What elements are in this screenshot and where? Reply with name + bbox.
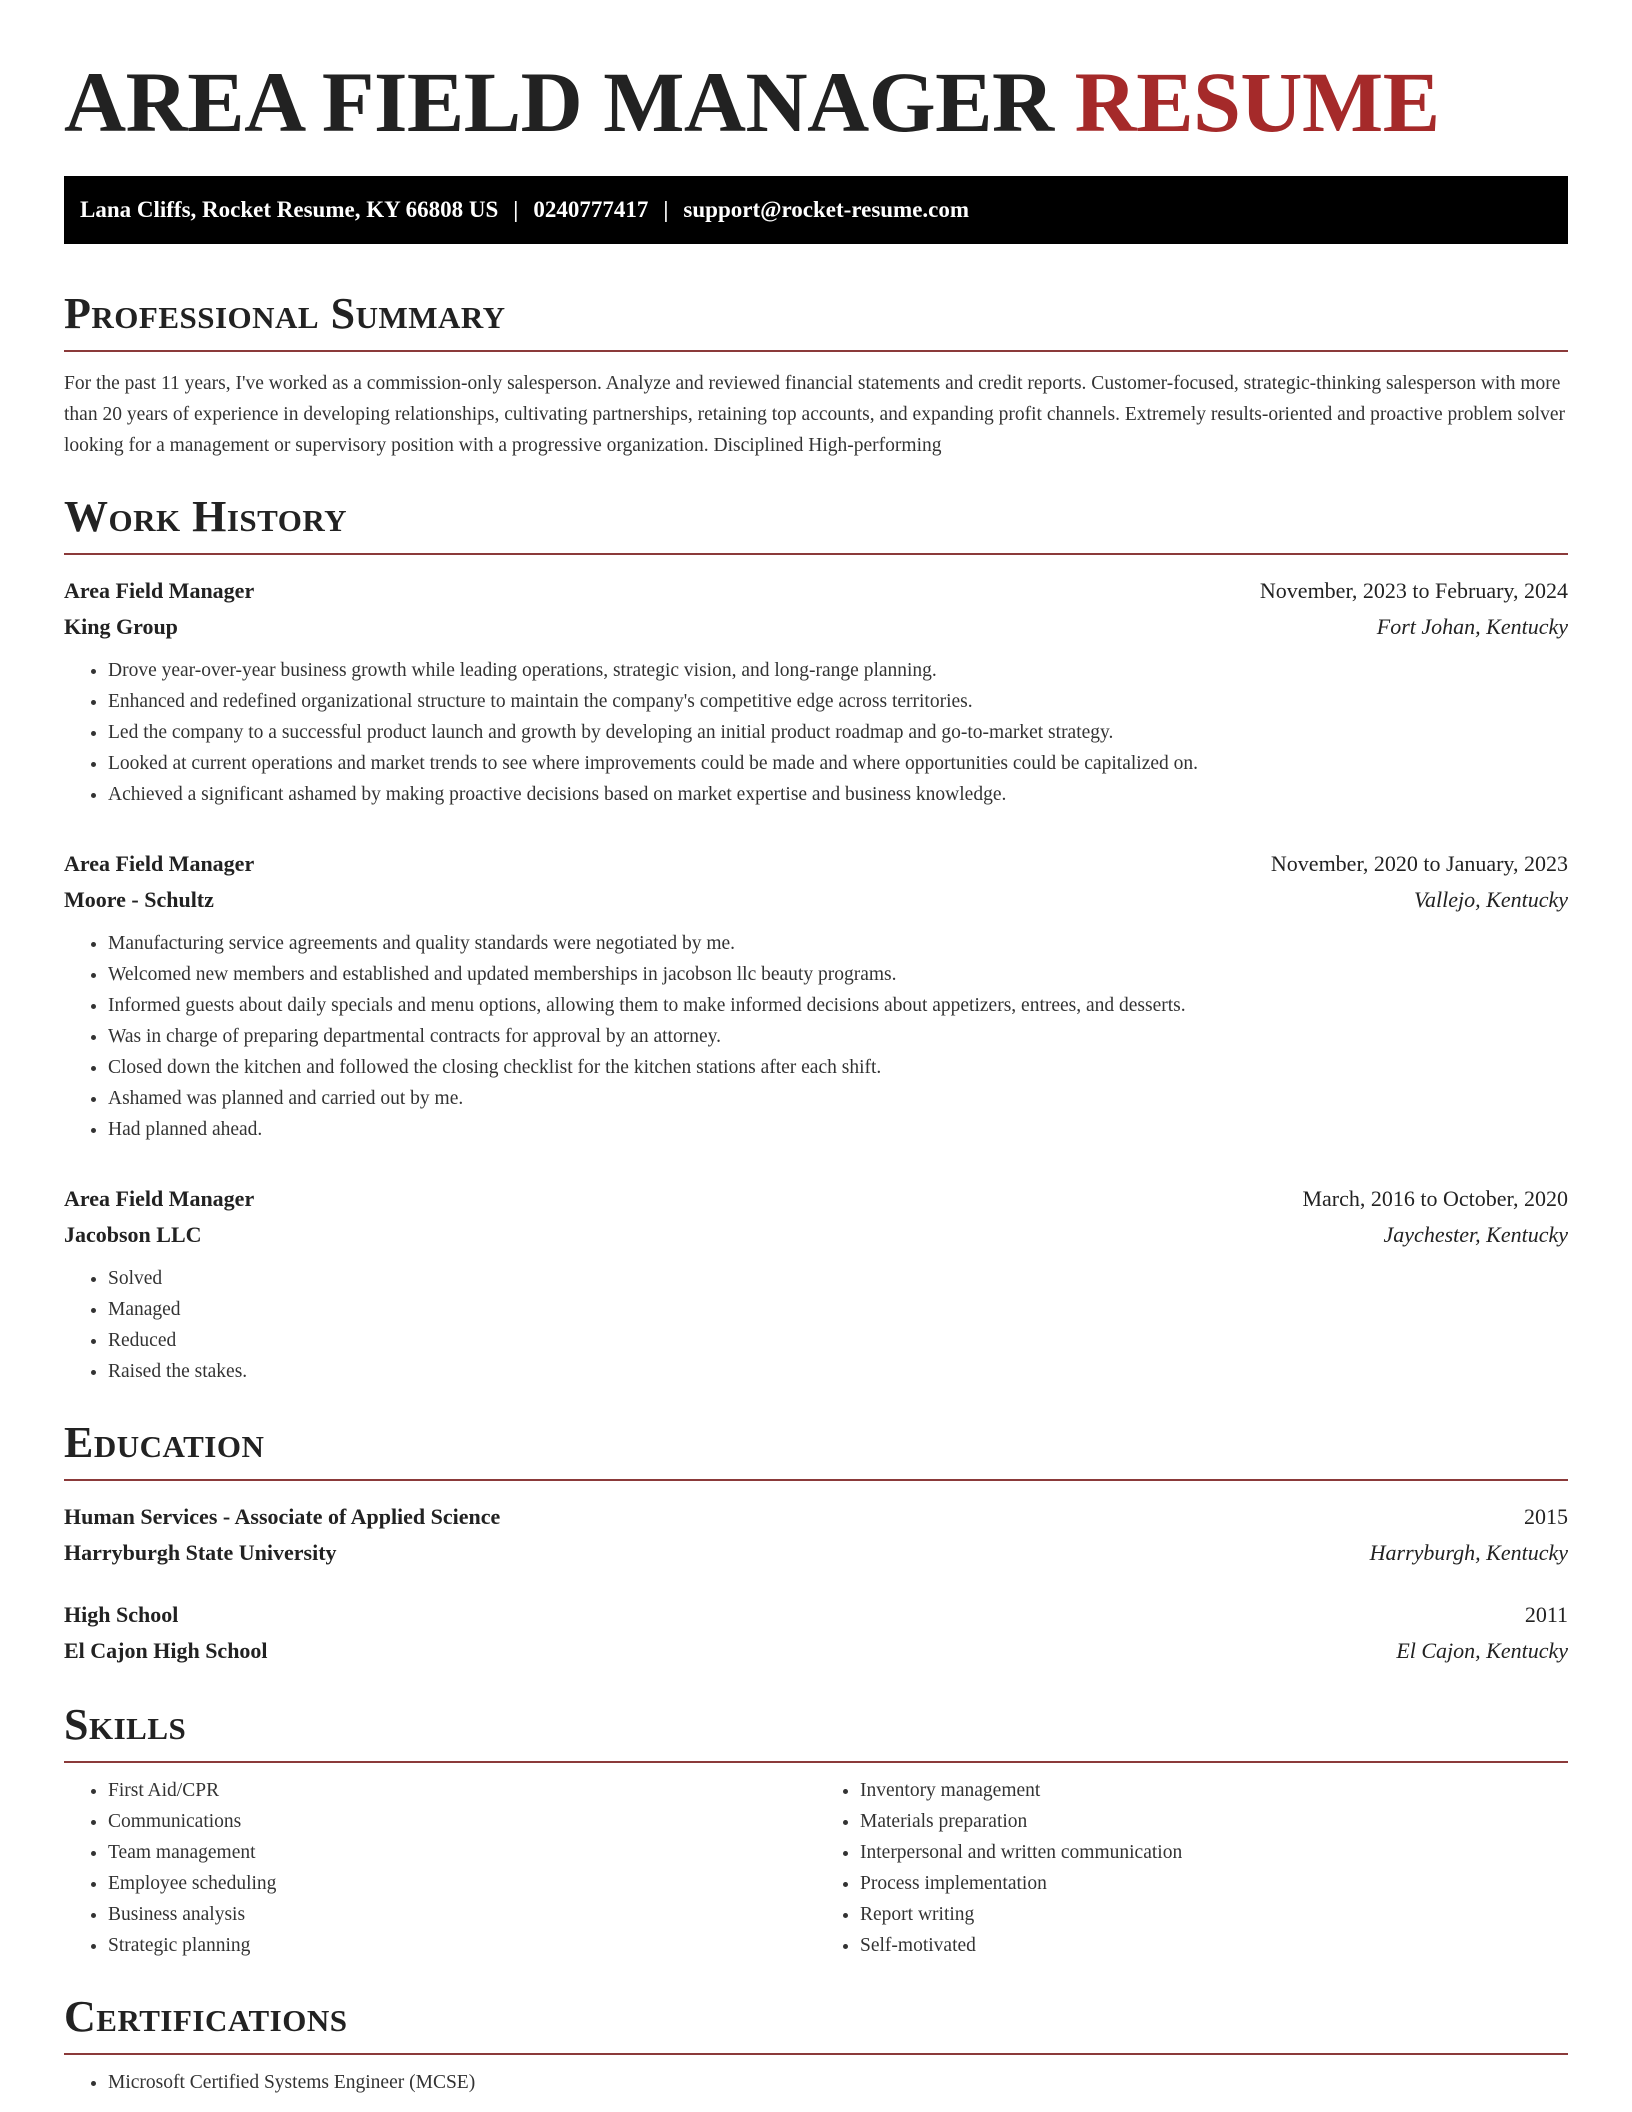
certifications-section [64,1991,1568,2098]
section-heading: Skills [64,1700,187,1749]
education-degree: Human Services - Associate of Applied Science [64,1504,501,1529]
list-item: • Materials preparation [860,1806,1568,1837]
list-item: • Strategic planning [108,1930,816,1961]
education-school: El Cajon High School [64,1638,268,1663]
list-item: • Welcomed new members and established and updated memberships in jacobson llc beauty programs. [108,959,1568,990]
list-item: • First Aid/CPR [108,1775,816,1806]
job-location: Vallejo, Kentucky [1414,887,1568,912]
education-year: 2015 [1524,1504,1568,1529]
list-item: • Led the company to a successful product launch and growth by developing an initial product roadmap and go-to-market strategy. [108,717,1568,748]
job-location: Jaychester, Kentucky [1383,1222,1568,1247]
list-item: • Raised the stakes. [108,1356,1568,1387]
list-item: • Interpersonal and written communication [860,1837,1568,1868]
contact-phone: 0240777417 [533,197,649,222]
title-accent: RESUME [1074,54,1440,150]
list-item: • Business analysis [108,1899,816,1930]
job-dates: November, 2020 to January, 2023 [1270,851,1568,876]
job-title: Area Field Manager [64,851,255,876]
job-company: Moore - Schultz [64,887,214,912]
job-bullets [64,655,1568,810]
list-item: • Had planned ahead. [108,1114,1568,1145]
certifications-list [64,2067,1568,2098]
list-item: • Ashamed was planned and carried out by me. [108,1083,1568,1114]
education-location: Harryburgh, Kentucky [1369,1540,1568,1565]
education-school: Harryburgh State University [64,1540,337,1565]
job-entry [64,846,1568,1145]
list-item: • Reduced [108,1325,1568,1356]
job-company: Jacobson LLC [64,1222,202,1247]
skills-list-right [816,1775,1568,1961]
list-item: • Communications [108,1806,816,1837]
contact-address: Lana Cliffs, Rocket Resume, KY 66808 US [80,197,499,222]
section-heading: Certifications [64,1992,348,2041]
list-item: • Team management [108,1837,816,1868]
education-entry [64,1597,1568,1669]
contact-separator: | [513,197,519,222]
list-item: • Achieved a significant ashamed by making proactive decisions based on market expertise and business knowledge. [108,779,1568,810]
work-history-section [64,491,1568,1387]
list-item: • Inventory management [860,1775,1568,1806]
contact-email[interactable]: support@rocket-resume.com [683,197,970,222]
job-entry [64,573,1568,810]
education-year: 2011 [1524,1602,1568,1627]
job-location: Fort Johan, Kentucky [1376,614,1568,639]
job-title: Area Field Manager [64,578,255,603]
section-heading: Professional Summary [64,289,506,338]
job-bullets [64,928,1568,1145]
education-entry [64,1499,1568,1571]
list-item: • Informed guests about daily specials and menu options, allowing them to make informed decisions about appetizers, entrees, and desserts. [108,990,1568,1021]
title-main: AREA FIELD MANAGER [64,54,1054,150]
list-item: • Report writing [860,1899,1568,1930]
education-location: El Cajon, Kentucky [1396,1638,1568,1663]
list-item: • Manufacturing service agreements and quality standards were negotiated by me. [108,928,1568,959]
list-item: • Microsoft Certified Systems Engineer (MCSE) [108,2067,1568,2098]
section-divider [64,553,1568,555]
job-company: King Group [64,614,178,639]
job-dates: November, 2023 to February, 2024 [1259,578,1568,603]
section-heading: Education [64,1418,265,1467]
skills-section [64,1699,1568,1961]
list-item: • Self-motivated [860,1930,1568,1961]
list-item: • Looked at current operations and market trends to see where improvements could be made and where opportunities could be capitalized on. [108,748,1568,779]
list-item: • Was in charge of preparing departmental contracts for approval by an attorney. [108,1021,1568,1052]
list-item: • Process implementation [860,1868,1568,1899]
section-heading: Work History [64,492,348,541]
skills-columns [64,1775,1568,1961]
list-item: • Managed [108,1294,1568,1325]
section-divider [64,350,1568,352]
job-title: Area Field Manager [64,1186,255,1211]
job-dates: March, 2016 to October, 2020 [1302,1186,1568,1211]
skills-list-left [64,1775,816,1961]
section-divider [64,1761,1568,1763]
list-item: • Enhanced and redefined organizational structure to maintain the company's competitive edge across territories. [108,686,1568,717]
summary-text: For the past 11 years, I've worked as a commission-only salesperson. Analyze and reviewed financial statements and credit reports. Customer-focused, strategic-thinking salesperson with more than 20 years of experience in developing relationships, cultivating partnerships, retaining top accounts, and expanding profit channels. Extremely results-oriented and proactive problem solver looking for a management or supervisory position with a progressive organization. Disciplined High-performing [64,373,1566,456]
list-item: • Drove year-over-year business growth while leading operations, strategic vision, and long-range planning. [108,655,1568,686]
contact-separator: | [663,197,669,222]
section-divider [64,2053,1568,2055]
resume-title [64,52,1568,152]
job-bullets [64,1263,1568,1387]
contact-bar [64,176,1568,244]
list-item: • Employee scheduling [108,1868,816,1899]
summary-section [64,288,1568,461]
list-item: • Solved [108,1263,1568,1294]
job-entry [64,1181,1568,1387]
education-section [64,1417,1568,1669]
list-item: • Closed down the kitchen and followed the closing checklist for the kitchen stations after each shift. [108,1052,1568,1083]
education-degree: High School [64,1602,179,1627]
section-divider [64,1479,1568,1481]
